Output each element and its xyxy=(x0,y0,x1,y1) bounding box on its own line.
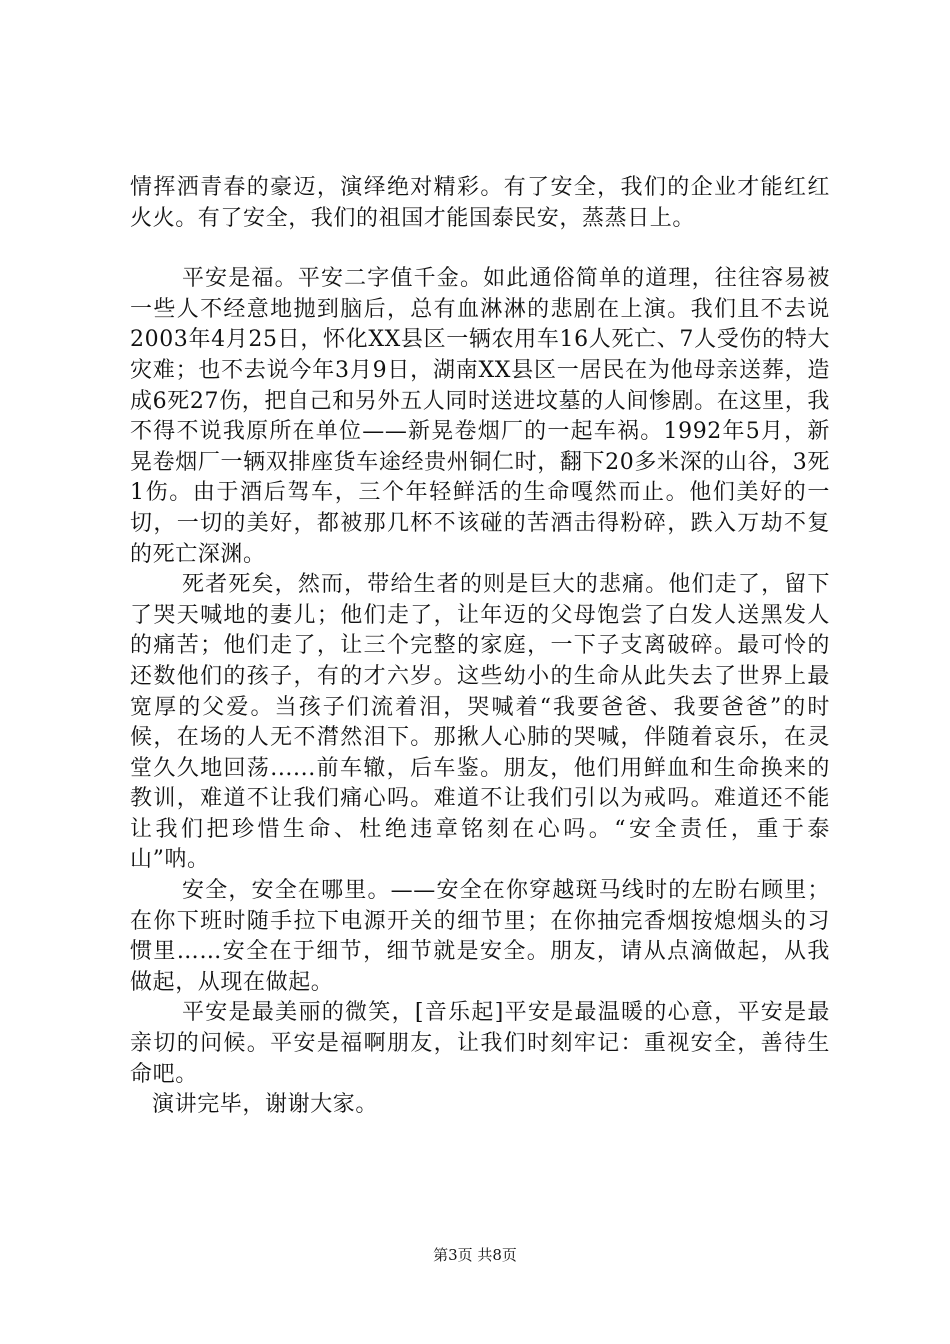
page-footer xyxy=(0,1244,950,1265)
page-number-label: 第3页 共8页 xyxy=(433,1246,517,1264)
paragraph-peace-smile: 平安是最美丽的微笑，[音乐起]平安是最温暖的心意，平安是最亲切的问候。平安是福啊朋友，让我们时刻牢记：重视安全，善待生命吧。 xyxy=(130,1000,830,1087)
paragraph-closing: 演讲完毕，谢谢大家。 xyxy=(152,1092,379,1118)
paragraph-safety-is-blessing: 平安是福。平安二字值千金。如此通俗简单的道理，往往容易被一些人不经意地抛到脑后，总有血淋淋的悲剧在上演。我们且不去说2003年4月25日，怀化XX县区一辆农用车16人死亡、7人受伤的特大灾难；也不去说今年3月9日，湖南XX县区一居民在为他母亲送葬，造成6死27伤，把自己和另外五人同时送进坟墓的人间惨剧。在这里，我不得不说我原所在单位——新晃卷烟厂的一起车祸。1992年5月，新晃卷烟厂一辆双排座货车途经贵州铜仁时，翻下20多米深的山谷，3死1伤。由于酒后驾车，三个年轻鲜活的生命嘎然而止。他们美好的一切，一切的美好，都被那几杯不该碰的苦酒击得粉碎，跌入万劫不复的死亡深渊。 xyxy=(130,266,830,567)
paragraph-where-is-safety: 安全，安全在哪里。——安全在你穿越斑马线时的左盼右顾里；在你下班时随手拉下电源开关的细节里；在你抽完香烟按熄烟头的习惯里……安全在于细节，细节就是安全。朋友，请从点滴做起，从我做起，从现在做起。 xyxy=(130,878,830,995)
paragraph-continuation: 情挥洒青春的豪迈，演绎绝对精彩。有了安全，我们的企业才能红红火火。有了安全，我们的祖国才能国泰民安，蒸蒸日上。 xyxy=(130,175,830,231)
paragraph-grief: 死者死矣，然而，带给生者的则是巨大的悲痛。他们走了，留下了哭天喊地的妻儿；他们走了，让年迈的父母饱尝了白发人送黑发人的痛苦；他们走了，让三个完整的家庭，一下子支离破碎。最可怜的还数他们的孩子，有的才六岁。这些幼小的生命从此失去了世界上最宽厚的父爱。当孩子们流着泪，哭喊着“我要爸爸、我要爸爸”的时候，在场的人无不潸然泪下。那揪人心肺的哭喊，伴随着哀乐，在灵堂久久地回荡......前车辙，后车鉴。朋友，他们用鲜血和生命换来的教训，难道不让我们痛心吗。难道不让我们引以为戒吗。难道还不能让我们把珍惜生命、杜绝违章铭刻在心吗。“安全责任，重于泰山”呐。 xyxy=(130,572,830,873)
document-body xyxy=(130,173,830,1121)
